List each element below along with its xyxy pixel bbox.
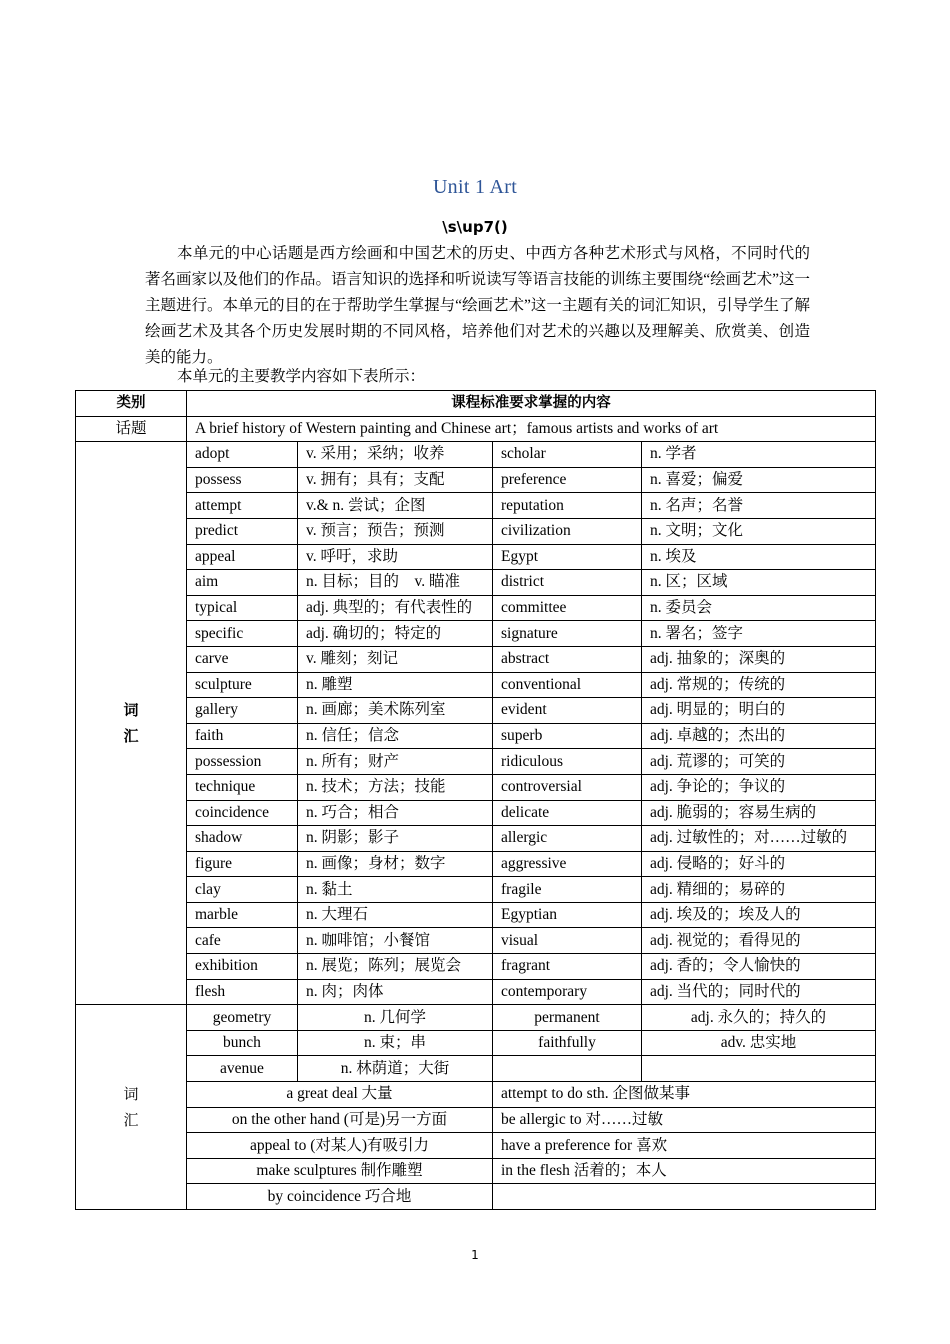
- vocab-label-char-2: 汇: [123, 727, 139, 746]
- vocab-word: clay: [187, 877, 298, 903]
- vocab-meaning: n. 文明；文化: [642, 518, 876, 544]
- phrase-left: make sculptures 制作雕塑: [187, 1158, 493, 1184]
- vocab-meaning: n. 展览；陈列；展览会: [298, 954, 493, 980]
- phrase-right: be allergic to 对……过敏: [493, 1107, 876, 1133]
- phrase-left: on the other hand (可是)另一方面: [187, 1107, 493, 1133]
- vocab-meaning: adj. 明显的；明白的: [642, 698, 876, 724]
- vocab-word: [493, 1056, 642, 1082]
- vocab-meaning: n. 黏土: [298, 877, 493, 903]
- vocab-word: appeal: [187, 544, 298, 570]
- vocab-word: specific: [187, 621, 298, 647]
- vocab-word: evident: [493, 698, 642, 724]
- phrase-right: have a preference for 喜欢: [493, 1133, 876, 1159]
- page-number: 1: [471, 1248, 479, 1262]
- vocab-word: flesh: [187, 979, 298, 1005]
- vocab-word: fragile: [493, 877, 642, 903]
- vocab-row: [76, 954, 876, 980]
- vocab-meaning: v. 拥有；具有；支配: [298, 467, 493, 493]
- vocab-meaning: v.& n. 尝试；企图: [298, 493, 493, 519]
- vocab-word: faith: [187, 723, 298, 749]
- vocab-meaning: n. 阴影；影子: [298, 826, 493, 852]
- subtitle-field-code: \s\up7(): [442, 218, 508, 236]
- vocab-row: [76, 518, 876, 544]
- vocab-meaning: n. 所有；财产: [298, 749, 493, 775]
- vocab-meaning: adj. 永久的；持久的: [642, 1005, 876, 1031]
- vocab-meaning: n. 埃及: [642, 544, 876, 570]
- phrase-row: [76, 1133, 876, 1159]
- vocab-meaning: [642, 1056, 876, 1082]
- phrase-row: [76, 1082, 876, 1108]
- vocab-category-label: [76, 1005, 187, 1210]
- vocab-row: [76, 774, 876, 800]
- vocab-meaning: adj. 荒谬的；可笑的: [642, 749, 876, 775]
- vocab-meaning: adj. 确切的；特定的: [298, 621, 493, 647]
- vocab-word: signature: [493, 621, 642, 647]
- phrase-left: appeal to (对某人)有吸引力: [187, 1133, 493, 1159]
- header-category: 类别: [76, 391, 187, 417]
- vocab-row: [76, 646, 876, 672]
- vocab-row: [76, 544, 876, 570]
- vocab-meaning: n. 名声；名誉: [642, 493, 876, 519]
- vocab-row: [76, 1056, 876, 1082]
- phrase-left: by coincidence 巧合地: [187, 1184, 493, 1210]
- vocab-label-char-1: 词: [123, 701, 139, 720]
- phrase-right: attempt to do sth. 企图做某事: [493, 1082, 876, 1108]
- vocab-word: Egyptian: [493, 902, 642, 928]
- vocab-word: committee: [493, 595, 642, 621]
- vocab-row: [76, 672, 876, 698]
- vocab-meaning: adj. 侵略的；好斗的: [642, 851, 876, 877]
- vocab-meaning: n. 林荫道；大街: [298, 1056, 493, 1082]
- vocab-meaning: adj. 争论的；争议的: [642, 774, 876, 800]
- phrase-row: [76, 1184, 876, 1210]
- vocab-row: [76, 749, 876, 775]
- vocab-meaning: n. 几何学: [298, 1005, 493, 1031]
- vocab-meaning: adj. 埃及的；埃及人的: [642, 902, 876, 928]
- vocab-row: [76, 979, 876, 1005]
- vocab-word: delicate: [493, 800, 642, 826]
- topic-text: A brief history of Western painting and Chinese art；famous artists and works of art: [187, 416, 876, 442]
- vocab-meaning: adj. 香的；令人愉快的: [642, 954, 876, 980]
- vocab-meaning: adj. 典型的；有代表性的: [298, 595, 493, 621]
- vocab-meaning: n. 咖啡馆；小餐馆: [298, 928, 493, 954]
- topic-row: [76, 416, 876, 442]
- vocab-word: typical: [187, 595, 298, 621]
- phrase-row: [76, 1158, 876, 1184]
- vocab-row: [76, 800, 876, 826]
- vocab-row: [76, 826, 876, 852]
- vocab-meaning: adj. 视觉的；看得见的: [642, 928, 876, 954]
- vocab-row: [76, 723, 876, 749]
- vocab-word: cafe: [187, 928, 298, 954]
- vocab-meaning: n. 目标；目的 v. 瞄准: [298, 570, 493, 596]
- vocab-meaning: n. 喜爱；偏爱: [642, 467, 876, 493]
- vocab-word: civilization: [493, 518, 642, 544]
- phrase-left: a great deal 大量: [187, 1082, 493, 1108]
- vocab-row: [76, 467, 876, 493]
- vocab-word: adopt: [187, 442, 298, 468]
- vocab-word: possess: [187, 467, 298, 493]
- vocab-meaning: adj. 脆弱的；容易生病的: [642, 800, 876, 826]
- vocab-word: controversial: [493, 774, 642, 800]
- vocab-word: shadow: [187, 826, 298, 852]
- vocab-label-char-1: 词: [123, 1085, 139, 1104]
- vocab-meaning: n. 技术；方法；技能: [298, 774, 493, 800]
- table-intro-line: 本单元的主要教学内容如下表所示：: [177, 368, 426, 385]
- phrase-right: [493, 1184, 876, 1210]
- header-content: 课程标准要求掌握的内容: [187, 391, 876, 417]
- vocab-word: district: [493, 570, 642, 596]
- vocab-meaning: adj. 当代的；同时代的: [642, 979, 876, 1005]
- phrase-row: [76, 1107, 876, 1133]
- vocab-label-char-2: 汇: [123, 1111, 139, 1130]
- vocab-word: exhibition: [187, 954, 298, 980]
- vocab-row: [76, 570, 876, 596]
- vocab-word: technique: [187, 774, 298, 800]
- vocab-word: carve: [187, 646, 298, 672]
- vocab-word: visual: [493, 928, 642, 954]
- vocab-word: bunch: [187, 1030, 298, 1056]
- vocab-word: attempt: [187, 493, 298, 519]
- vocab-meaning: v. 预言；预告；预测: [298, 518, 493, 544]
- unit-title: Unit 1 Art: [432, 176, 518, 198]
- vocab-meaning: n. 委员会: [642, 595, 876, 621]
- vocab-word: aim: [187, 570, 298, 596]
- vocab-word: scholar: [493, 442, 642, 468]
- vocab-meaning: n. 束；串: [298, 1030, 493, 1056]
- vocab-word: sculpture: [187, 672, 298, 698]
- vocab-word: coincidence: [187, 800, 298, 826]
- vocab-meaning: n. 信任；信念: [298, 723, 493, 749]
- vocab-row: [76, 1005, 876, 1031]
- vocab-meaning: adj. 过敏性的；对……过敏的: [642, 826, 876, 852]
- vocab-word: reputation: [493, 493, 642, 519]
- vocab-row: [76, 851, 876, 877]
- vocab-category-label: [76, 442, 187, 1005]
- vocab-word: preference: [493, 467, 642, 493]
- vocab-meaning: n. 雕塑: [298, 672, 493, 698]
- vocab-row: [76, 595, 876, 621]
- topic-label: 话题: [76, 416, 187, 442]
- vocab-word: contemporary: [493, 979, 642, 1005]
- vocab-meaning: adj. 抽象的；深奥的: [642, 646, 876, 672]
- vocab-word: predict: [187, 518, 298, 544]
- vocab-meaning: v. 雕刻；刻记: [298, 646, 493, 672]
- vocab-word: possession: [187, 749, 298, 775]
- vocab-meaning: adv. 忠实地: [642, 1030, 876, 1056]
- vocab-meaning: v. 采用；采纳；收养: [298, 442, 493, 468]
- vocab-word: aggressive: [493, 851, 642, 877]
- vocab-word: ridiculous: [493, 749, 642, 775]
- vocab-row: [76, 621, 876, 647]
- vocab-meaning: adj. 卓越的；杰出的: [642, 723, 876, 749]
- vocab-meaning: n. 画廊；美术陈列室: [298, 698, 493, 724]
- phrase-right: in the flesh 活着的；本人: [493, 1158, 876, 1184]
- vocab-meaning: n. 肉；肉体: [298, 979, 493, 1005]
- vocab-meaning: n. 区；区域: [642, 570, 876, 596]
- vocab-meaning: n. 巧合；相合: [298, 800, 493, 826]
- vocab-row: [76, 493, 876, 519]
- intro-paragraph: 本单元的中心话题是西方绘画和中国艺术的历史、中西方各种艺术形式与风格，不同时代的著名画家以及他们的作品。语言知识的选择和听说读写等语言技能的训练主要围绕“绘画艺术”这一主题进行。本单元的目的在于帮助学生掌握与“绘画艺术”这一主题有关的词汇知识，引导学生了解绘画艺术及其各个历史发展时期的不同风格，培养他们对艺术的兴趣以及理解美、欣赏美、创造美的能力。: [145, 245, 810, 366]
- content-table: [75, 390, 876, 1210]
- vocab-meaning: adj. 常规的；传统的: [642, 672, 876, 698]
- vocab-meaning: n. 署名；签字: [642, 621, 876, 647]
- vocab-word: faithfully: [493, 1030, 642, 1056]
- vocab-word: Egypt: [493, 544, 642, 570]
- vocab-word: fragrant: [493, 954, 642, 980]
- vocab-word: conventional: [493, 672, 642, 698]
- vocab-word: permanent: [493, 1005, 642, 1031]
- vocab-row: [76, 1030, 876, 1056]
- vocab-meaning: n. 大理石: [298, 902, 493, 928]
- vocab-word: figure: [187, 851, 298, 877]
- vocab-word: abstract: [493, 646, 642, 672]
- vocab-word: avenue: [187, 1056, 298, 1082]
- vocab-row: [76, 902, 876, 928]
- vocab-row: [76, 928, 876, 954]
- vocab-word: marble: [187, 902, 298, 928]
- vocab-meaning: n. 学者: [642, 442, 876, 468]
- vocab-row: [76, 698, 876, 724]
- vocab-word: gallery: [187, 698, 298, 724]
- vocab-meaning: v. 呼吁，求助: [298, 544, 493, 570]
- vocab-meaning: adj. 精细的；易碎的: [642, 877, 876, 903]
- vocab-row: [76, 877, 876, 903]
- vocab-word: allergic: [493, 826, 642, 852]
- vocab-word: geometry: [187, 1005, 298, 1031]
- vocab-meaning: n. 画像；身材；数字: [298, 851, 493, 877]
- vocab-row: [76, 442, 876, 468]
- table-header-row: [76, 391, 876, 417]
- vocab-word: superb: [493, 723, 642, 749]
